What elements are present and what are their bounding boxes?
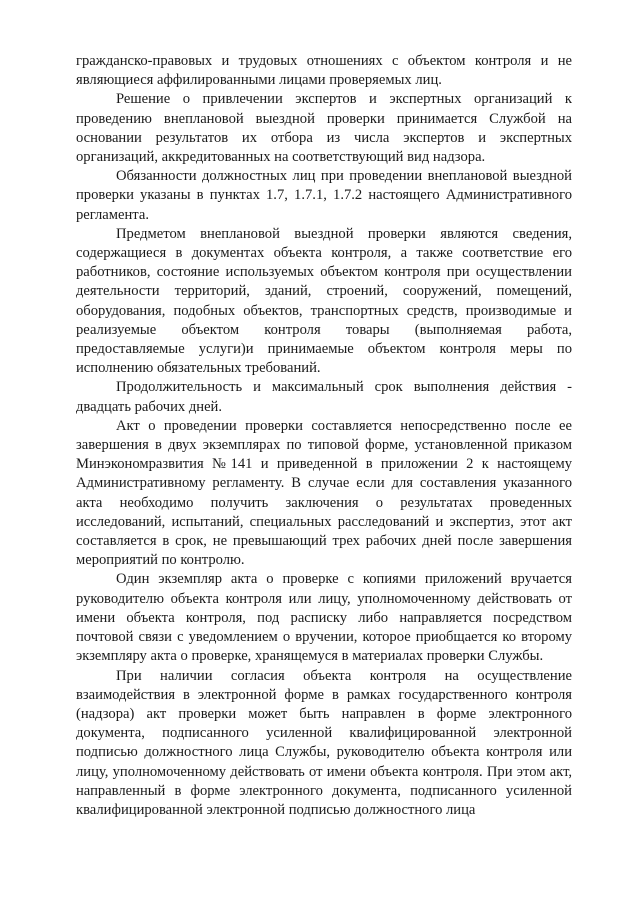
paragraph-6: Акт о проведении проверки составляется непосредственно после ее завершения в двух экземплярах по типовой форме, установленной приказом Минэкономразвития №141 и приведенной в приложении 2 к настоящему Административному регламенту. В случае если для составления указанного акта необходимо получить заключения о результатах проведенных исследований, испытаний, специальных расследований и экспертиз, этот акт составляется в срок, не превышающий трех рабочих дней после завершения мероприятий по контролю. [76,417,572,569]
paragraph-1: гражданско-правовых и трудовых отношениях с объектом контроля и не являющиеся аффилированными лицами проверяемых лиц. [76,53,572,89]
paragraph-3: Обязанности должностных лиц при проведении внеплановой выездной проверки указаны в пунктах 1.7, 1.7.1, 1.7.2 настоящего Административного регламента. [76,168,572,223]
paragraph-2: Решение о привлечении экспертов и экспертных организаций к проведению внеплановой выездной проверки принимается Службой на основании результатов их отбора из числа экспертов и экспертных организаций, аккредитованных на соответствующий вид надзора. [76,91,572,166]
paragraph-5: Продолжительность и максимальный срок выполнения действия - двадцать рабочих дней. [76,379,572,415]
paragraph-7: Один экземпляр акта о проверке с копиями приложений вручается руководителю объекта контроля или лицу, уполномоченному действовать от имени объекта контроля, под расписку либо направляется посредством почтовой связи с уведомлением о вручении, которое приобщается ко второму экземпляру акта о проверке, хранящемуся в материалах проверки Службы. [76,571,572,665]
paragraph-8: При наличии согласия объекта контроля на осуществление взаимодействия в электронной форме в рамках государственного контроля (надзора) акт проверки может быть направлен в форме электронного документа, подписанного усиленной квалифицированной электронной подписью должностного лица Службы, руководителю объекта контроля или лицу, уполномоченному действовать от имени объекта контроля. При этом акт, направленный в форме электронного документа, подписанного усиленной квалифицированной электронной подписью должностного лица [76,667,572,818]
paragraph-4: Предметом внеплановой выездной проверки являются сведения, содержащиеся в документах объекта контроля, а также соответствие его работников, состояние используемых объектом контроля при осуществлении деятельности территорий, зданий, строений, сооружений, помещений, оборудования, подобных объектов, транспортных средств, производимые и реализуемые объектом контроля товары (выполняемая работа, предоставляемые услуги)и принимаемые объектом контроля меры по исполнению обязательных требований. [76,225,572,377]
